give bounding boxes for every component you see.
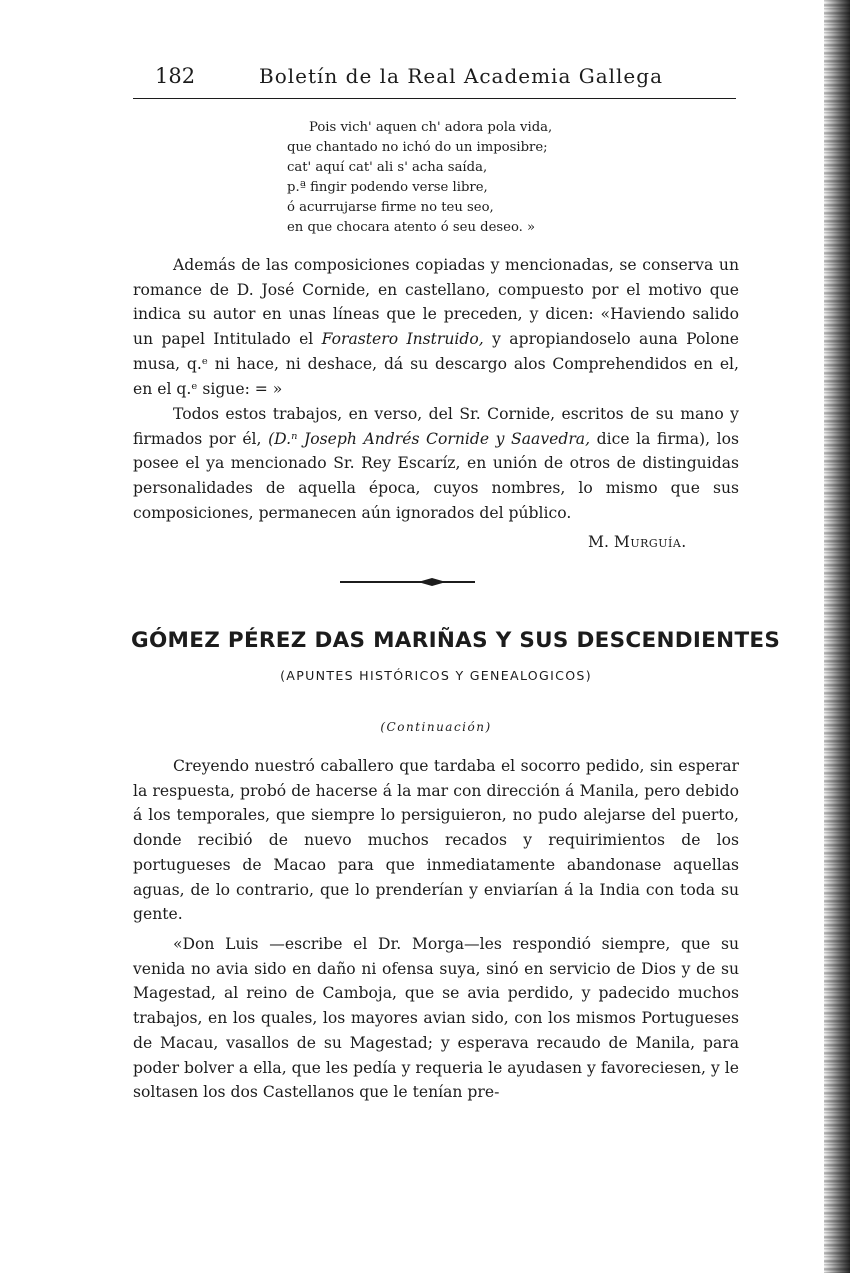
verse-line: Pois vich' aquen ch' adora pola vida,: [309, 120, 553, 135]
author-signature: [588, 533, 687, 551]
paragraph-text: Además de las composiciones copiadas y mencionadas, se conserva un romance de D. José Cornide, en castellano, compuesto por el motivo que indica su autor en unas líneas que le preceden, y dicen: «Haviendo salido un papel Intitulado el: [133, 256, 739, 349]
article-title: GÓMEZ PÉREZ DAS MARIÑAS Y SUS DESCENDIENTES: [131, 628, 781, 653]
paragraph-romance: [133, 253, 739, 401]
verse-line: que chantado no ichó do un imposibre;: [287, 139, 548, 155]
paragraph-works: [133, 402, 739, 526]
paragraph-text: dice la firma), los posee el ya mencionado Sr. Rey Escaríz, en unión de otros de distinguidas personalidades de aquella época, cuyos nombres, lo mismo que sus composiciones, permanecen aún ignorados del público.: [133, 429, 739, 522]
italic-work-title: Forastero Instruido,: [321, 330, 484, 349]
paragraph-morga-quote: «Don Luis —escribe el Dr. Morga—les respondió siempre, que su venida no avia sido en daño ni ofensa suya, sinó en servicio de Dios y de su Magestad, al reino de Camboja, que se avia perdido, y padecido muchos trabajos, en los quales, los mayores avian sido, con los mismos Portugueses de Macau, vasallos de su Magestad; y esperava recaudo de Manila, para poder bolver a ella, que les pedía y requeria le ayudasen y favoreciesen, y le soltasen los dos Castellanos que le tenían pre-: [133, 935, 739, 1102]
running-header: [133, 64, 736, 99]
page-edge-binding: [824, 0, 850, 1273]
verse-line: p.ª fingir podendo verse libre,: [287, 179, 488, 195]
page-number: 182: [155, 64, 196, 88]
signature-initial: M.: [588, 533, 609, 551]
continuation-label: (Continuación): [380, 720, 492, 734]
journal-title: Boletín de la Real Academia Gallega: [259, 64, 663, 88]
verse-line: ó acurrujarse firme no teu seo,: [287, 199, 494, 215]
paragraph-text: Todos estos trabajos, en verso, del Sr. Cornide, escritos de su mano y firmados por él,: [133, 405, 739, 448]
verse-line: en que chocara atento ó seu deseo. »: [287, 219, 536, 235]
verse-block: [287, 118, 607, 237]
italic-signature-quote: (D.ⁿ Joseph Andrés Cornide y Saavedra,: [268, 429, 591, 448]
verse-line: cat' aquí cat' ali s' acha saída,: [287, 159, 488, 175]
signature-name: Murguía.: [613, 533, 687, 551]
paragraph-text: y apropiandoselo auna Polone musa, q.ᵉ ni hace, ni deshace, dá su descargo alos Comprehendidos en el, en el q.ᵉ sigue: = »: [133, 330, 739, 398]
article-subtitle: (APUNTES HISTÓRICOS Y GENEALOGICOS): [280, 668, 592, 683]
section-divider-ornament: [340, 575, 475, 589]
paragraph-macao: Creyendo nuestró caballero que tardaba el socorro pedido, sin esperar la respuesta, probó de hacerse á la mar con dirección á Manila, pero debido á los temporales, que siempre lo persiguieron, no pudo alejarse del puerto, donde recibió de nuevo muchos recados y requirimientos de los portugueses de Macao para que inmediatamente abandonase aquellas aguas, de lo contrario, que lo prenderían y enviarían á la India con toda su gente.: [133, 757, 739, 924]
